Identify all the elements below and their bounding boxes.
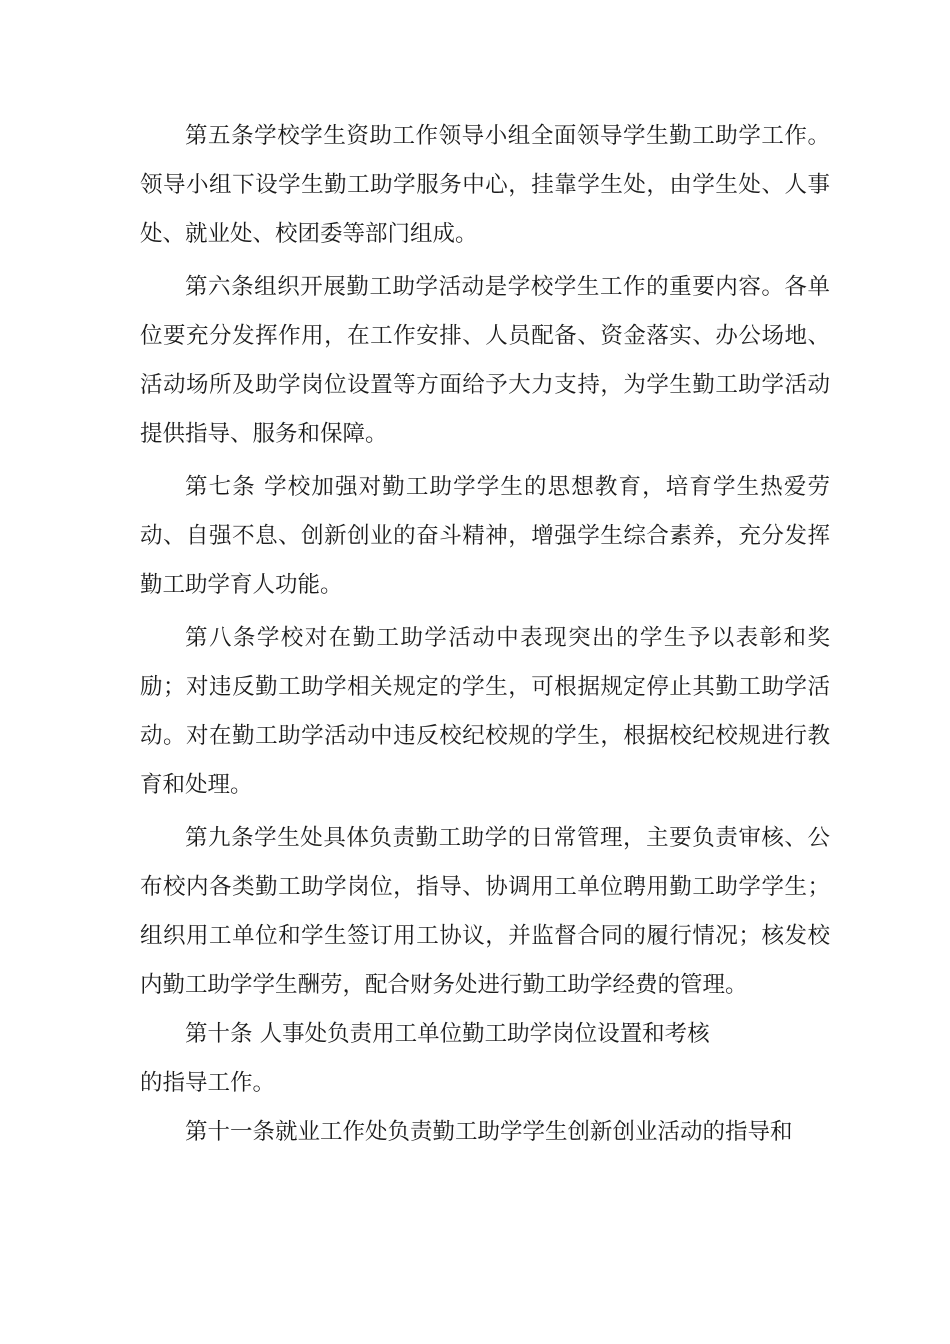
article-10-paragraph [140,1010,830,1108]
article-7-paragraph: 第七条 学校加强对勤工助学学生的思想教育，培育学生热爱劳动、自强不息、创新创业的奋斗精神，增强学生综合素养，充分发挥勤工助学育人功能。 [140,474,830,598]
article-8-paragraph: 第八条学校对在勤工助学活动中表现突出的学生予以表彰和奖励；对违反勤工助学相关规定的学生，可根据规定停止其勤工助学活动。对在勤工助学活动中违反校纪校规的学生，根据校纪校规进行教育和处理。 [140,625,830,798]
article-10-line-2: 的指导工作。 [140,1070,276,1096]
article-5-paragraph: 第五条学校学生资助工作领导小组全面领导学生勤工助学工作。领导小组下设学生勤工助学服务中心，挂靠学生处，由学生处、人事处、就业处、校团委等部门组成。 [140,123,830,247]
article-10-line-1: 第十条 人事处负责用工单位勤工助学岗位设置和考核 [185,1021,710,1047]
article-9-paragraph: 第九条学生处具体负责勤工助学的日常管理，主要负责审核、公布校内各类勤工助学岗位，指导、协调用工单位聘用勤工助学学生；组织用工单位和学生签订用工协议，并监督合同的履行情况；核发校内勤工助学学生酬劳，配合财务处进行勤工助学经费的管理。 [140,825,830,998]
document-body [140,112,830,1157]
article-11-paragraph: 第十一条就业工作处负责勤工助学学生创新创业活动的指导和 [185,1119,793,1145]
article-6-paragraph: 第六条组织开展勤工助学活动是学校学生工作的重要内容。各单位要充分发挥作用，在工作安排、人员配备、资金落实、办公场地、活动场所及助学岗位设置等方面给予大力支持，为学生勤工助学活动提供指导、服务和保障。 [140,274,830,447]
